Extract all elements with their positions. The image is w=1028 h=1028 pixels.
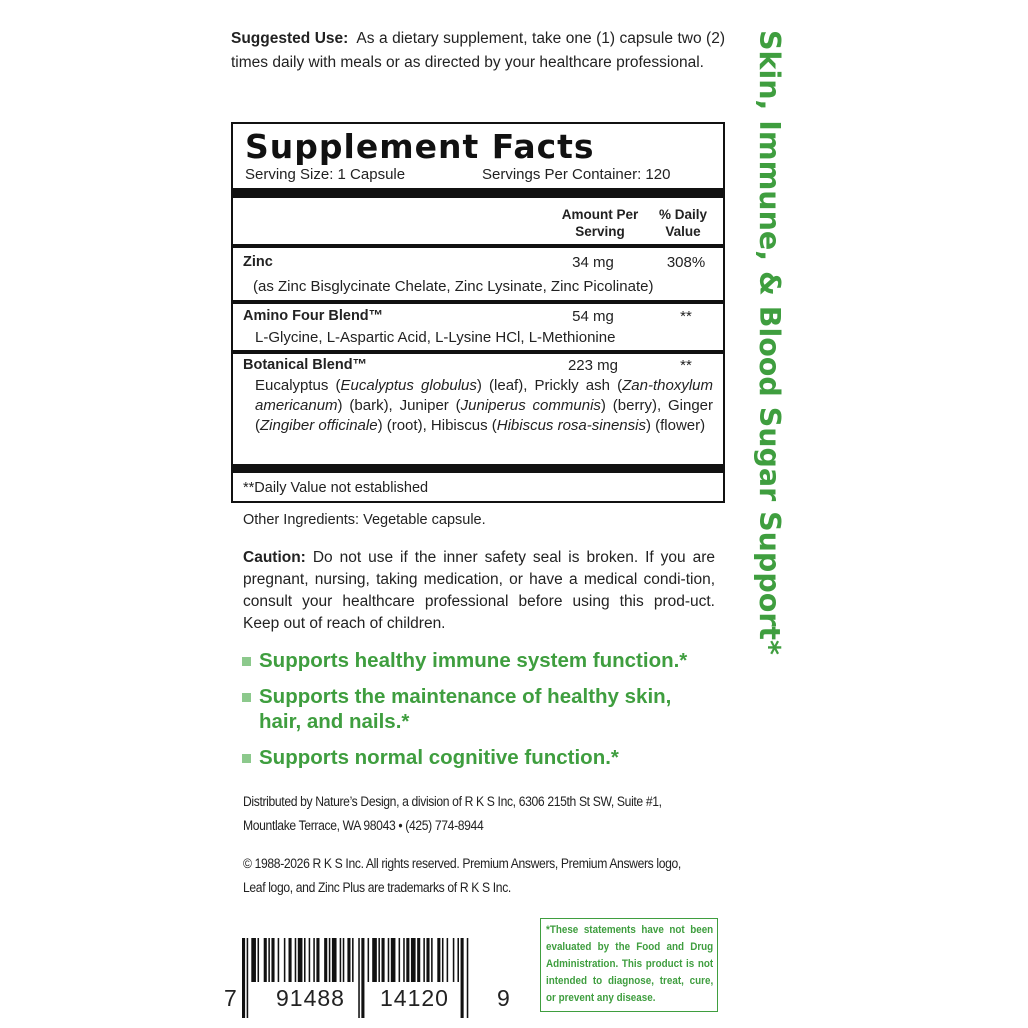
vertical-title-text: Skin, Immune, & Blood Sugar Support*: [753, 30, 786, 655]
barcode-bar: [382, 938, 385, 982]
barcode-bar: [437, 938, 440, 982]
barcode-bar: [358, 938, 360, 1018]
barcode-bar: [313, 938, 315, 982]
barcode-bar: [406, 938, 409, 982]
barcode-bar: [343, 938, 345, 982]
barcode-bar: [316, 938, 319, 982]
fda-disclaimer-box: [540, 918, 718, 1012]
row-divider: [233, 300, 723, 304]
species-name: Zan-thoxylum americanum: [255, 377, 713, 414]
copyright-line2: Leaf logo, and Zinc Plus are trademarks of R K S Inc.: [243, 880, 511, 895]
barcode-bar: [332, 938, 337, 982]
barcode-bar: [309, 938, 311, 982]
barcode-bar: [399, 938, 401, 982]
barcode-bar: [247, 938, 249, 1018]
barcode-bar: [352, 938, 354, 982]
species-name: Juniperus communis: [460, 397, 601, 414]
barcode-bar: [264, 938, 267, 982]
header-amount-line1: Amount Per: [561, 207, 639, 222]
barcode-bar: [278, 938, 280, 982]
bullet-square-icon: [242, 657, 251, 666]
detail-text: Eucalyptus (: [255, 377, 341, 394]
row-detail-amino: L-Glycine, L-Aspartic Acid, L-Lysine HCl, L-Methionine: [255, 329, 616, 346]
copyright-line1: © 1988-2026 R K S Inc. All rights reserved. Premium Answers, Premium Answers logo,: [243, 856, 681, 871]
barcode-bar: [453, 938, 455, 982]
suggested-use: [231, 27, 725, 75]
barcode-bar: [388, 938, 390, 982]
species-name: Zingiber officinale: [260, 417, 378, 434]
supplement-facts-panel: [231, 122, 725, 503]
barcode-bar: [403, 938, 405, 982]
barcode-bar: [442, 938, 444, 982]
barcode-bar: [347, 938, 350, 982]
barcode-bar: [467, 938, 469, 1018]
claim-text: Supports the maintenance of healthy skin, hair, and nails.*: [259, 685, 672, 733]
barcode-bar: [340, 938, 342, 982]
suggested-use-label: Suggested Use:: [231, 30, 349, 47]
header-amount-line2: Serving: [575, 224, 625, 239]
species-name: Eucalyptus globulus: [340, 377, 477, 394]
bullet-square-icon: [242, 754, 251, 763]
row-divider: [233, 244, 723, 248]
bullet-square-icon: [242, 693, 251, 702]
barcode-bar: [361, 938, 364, 1018]
row-detail-botanical: [255, 376, 713, 436]
servings-per-container: Servings Per Container: 120: [482, 166, 671, 183]
barcode-bar: [411, 938, 416, 982]
barcode-check-digit: 9: [497, 985, 510, 1011]
row-dv-botanical: **: [680, 357, 692, 374]
barcode-bar: [329, 938, 331, 982]
fda-disclaimer-text: *These statements have not been evaluated by the Food and Drug Administration. This product is not intended to diagnose, treat, cure, or prevent any disease.: [546, 924, 714, 1004]
row-amount-amino: 54 mg: [572, 308, 614, 325]
header-dv-line2: Value: [665, 224, 701, 239]
row-name-zinc: Zinc: [243, 254, 273, 270]
distributor-info: [243, 790, 723, 838]
distributor-line2: Mountlake Terrace, WA 98043 • (425) 774-8944: [243, 818, 484, 833]
barcode-bar: [457, 938, 459, 982]
barcode-bar: [324, 938, 327, 982]
barcode-bar: [258, 938, 260, 982]
caution-body: Do not use if the inner safety seal is broken. If you are pregnant, nursing, taking medication, or have a medical condi-tion, consult your healthcare professional before using this prod-uct. Keep out of reach of children.: [243, 549, 715, 632]
serving-size: Serving Size: 1 Capsule: [245, 166, 406, 183]
detail-text: ) (root), Hibiscus (: [377, 417, 497, 434]
row-name-amino: Amino Four Blend™: [243, 308, 384, 324]
detail-text: ) (leaf), Prickly ash (: [476, 377, 623, 394]
barcode-bar: [295, 938, 297, 982]
barcode-bar: [391, 938, 396, 982]
barcode-bar: [298, 938, 303, 982]
row-dv-zinc: 308%: [666, 254, 706, 271]
detail-text: ) (berry), Ginger (: [255, 397, 714, 434]
barcode-bar: [431, 938, 433, 982]
row-divider: [233, 350, 723, 354]
row-name-botanical: Botanical Blend™: [243, 357, 368, 373]
distributor-line1: Distributed by Nature’s Design, a division of R K S Inc, 6306 215th St SW, Suite #1,: [243, 794, 662, 809]
barcode-bar: [378, 938, 380, 982]
claim-text: Supports normal cognitive function.*: [259, 746, 619, 769]
caution-label: Caution:: [243, 549, 306, 566]
barcode-group2: 14120: [380, 985, 449, 1011]
barcode-bar: [242, 938, 245, 1018]
copyright-notice: [243, 852, 723, 900]
header-amount-per-serving: [545, 206, 655, 240]
row-dv-amino: **: [680, 308, 692, 325]
other-ingredients: Other Ingredients: Vegetable capsule.: [243, 512, 486, 528]
row-detail-zinc: (as Zinc Bisglycinate Chelate, Zinc Lysinate, Zinc Picolinate): [253, 278, 654, 295]
daily-value-footnote: **Daily Value not established: [243, 480, 429, 496]
barcode-bar: [289, 938, 292, 982]
barcode-bar: [368, 938, 370, 982]
barcode-bar: [461, 938, 464, 1018]
row-amount-zinc: 34 mg: [572, 254, 614, 271]
barcode-bar: [423, 938, 425, 982]
caution-text: [243, 547, 715, 635]
header-dv-line1: % Daily: [658, 207, 708, 222]
thick-divider: [233, 188, 723, 198]
barcode-group1: 91488: [276, 985, 345, 1011]
barcode-bar: [271, 938, 274, 982]
barcode-bar: [251, 938, 256, 982]
barcode-bar: [268, 938, 270, 982]
barcode-bar: [304, 938, 306, 982]
claim-text: Supports healthy immune system function.*: [259, 649, 688, 672]
species-name: Hibiscus rosa-sinensis: [496, 417, 646, 434]
barcode-bar: [426, 938, 429, 982]
row-amount-botanical: 223 mg: [567, 357, 619, 374]
barcode-bar: [447, 938, 449, 982]
suggested-use-text: As a dietary supplement, take one (1) capsule two (2) times daily with meals or as directed by your healthcare professional.: [231, 30, 725, 71]
header-daily-value: [647, 206, 719, 240]
barcode-bar: [284, 938, 286, 982]
vertical-product-title: [752, 30, 786, 720]
barcode-bar: [417, 938, 420, 982]
barcode-bar: [372, 938, 377, 982]
barcode-lead-digit: 7: [224, 985, 237, 1011]
thick-divider: [233, 464, 723, 473]
detail-text: ) (flower): [645, 417, 706, 434]
facts-title: Supplement Facts: [245, 127, 595, 166]
detail-text: ) (bark), Juniper (: [337, 397, 461, 414]
barcode-image: [222, 938, 522, 1020]
